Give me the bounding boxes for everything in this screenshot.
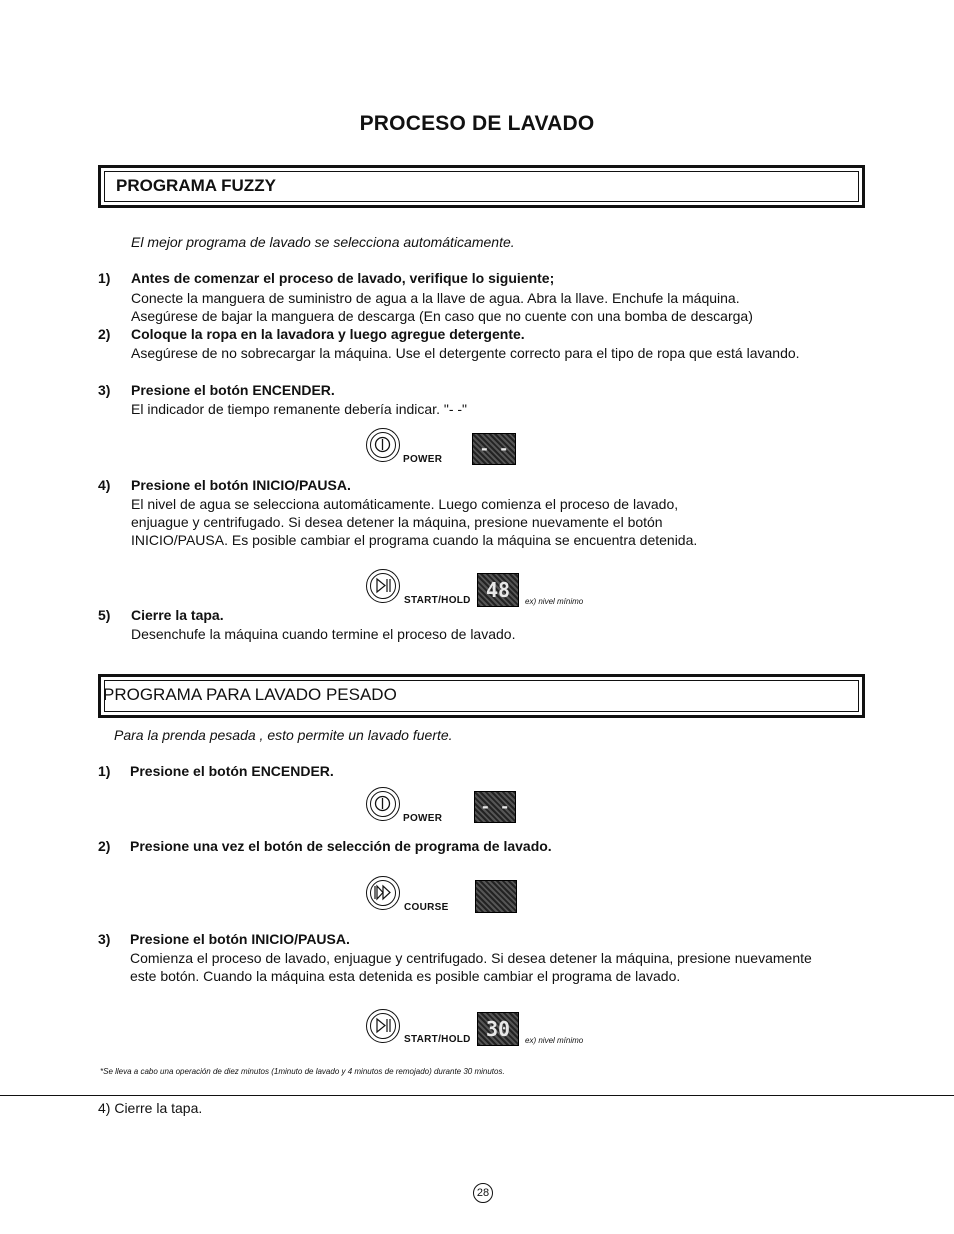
- start-hold-button[interactable]: [366, 569, 400, 603]
- fuzzy-step-1-line-2: Asegúrese de bajar la manguera de descarga (En caso que no cuente con una bomba de descarga): [131, 308, 753, 324]
- fuzzy-step-3-number: 3): [98, 382, 111, 398]
- heavy-step-4: 4) Cierre la tapa.: [98, 1100, 203, 1116]
- fuzzy-step-4-line-1: El nivel de agua se selecciona automáticamente. Luego comienza el proceso de lavado,: [131, 496, 679, 512]
- heavy-water-level-note: ex) nivel mínimo: [525, 1036, 584, 1045]
- water-level-note: ex) nivel mínimo: [525, 597, 584, 606]
- heavy-water-level-display: [477, 1012, 519, 1046]
- start-hold-button-label: START/HOLD: [404, 595, 471, 606]
- heavy-power-button[interactable]: [366, 787, 400, 821]
- heavy-step-1-number: 1): [98, 763, 111, 779]
- heavy-step-3-number: 3): [98, 931, 111, 947]
- heavy-step-3-line-2: este botón. Cuando la máquina esta detenida es posible cambiar el programa de lavado.: [130, 968, 681, 984]
- footnote: *Se lleva a cabo una operación de diez minutos (1minuto de lavado y 4 minutos de remojado) durante 30 minutos.: [100, 1067, 505, 1076]
- play-pause-icon: [367, 570, 398, 601]
- heavy-step-2-number: 2): [98, 838, 111, 854]
- fuzzy-step-4-line-3: INICIO/PAUSA. Es posible cambiar el programa cuando la máquina se encuentra detenida.: [131, 532, 698, 548]
- heavy-step-1-heading: Presione el botón ENCENDER.: [130, 763, 334, 779]
- water-level-display: [477, 573, 519, 607]
- fuzzy-intro: El mejor programa de lavado se selecciona automáticamente.: [131, 234, 515, 250]
- fuzzy-step-2-line-1: Asegúrese de no sobrecargar la máquina. Use el detergente correcto para el tipo de ropa que está lavando.: [131, 345, 800, 361]
- fast-forward-icon: [367, 877, 398, 908]
- course-button-label: COURSE: [404, 902, 449, 913]
- remaining-time-display: [472, 433, 516, 465]
- heavy-step-2-heading: Presione una vez el botón de selección de programa de lavado.: [130, 838, 552, 854]
- power-icon: [367, 429, 398, 460]
- fuzzy-step-4-number: 4): [98, 477, 111, 493]
- heavy-remaining-time-display-value: - -: [480, 797, 510, 816]
- course-button[interactable]: [366, 876, 400, 910]
- heavy-intro: Para la prenda pesada , esto permite un lavado fuerte.: [114, 727, 453, 743]
- fuzzy-step-2-number: 2): [98, 326, 111, 342]
- fuzzy-step-1-number: 1): [98, 270, 111, 286]
- fuzzy-heading: PROGRAMA FUZZY: [116, 176, 276, 195]
- fuzzy-step-4-heading: Presione el botón INICIO/PAUSA.: [131, 477, 351, 493]
- remaining-time-display-value: - -: [479, 439, 509, 458]
- heavy-step-3-heading: Presione el botón INICIO/PAUSA.: [130, 931, 350, 947]
- power-button-label: POWER: [403, 454, 443, 465]
- heavy-power-button-label: POWER: [403, 813, 443, 824]
- divider: [0, 1095, 954, 1096]
- fuzzy-step-3-heading: Presione el botón ENCENDER.: [131, 382, 335, 398]
- fuzzy-step-5-heading: Cierre la tapa.: [131, 607, 224, 623]
- heavy-heading: PROGRAMA PARA LAVADO PESADO: [103, 685, 397, 704]
- heavy-water-level-display-value: 30: [485, 1017, 511, 1041]
- fuzzy-step-3-line-1: El indicador de tiempo remanente debería indicar. "- -": [131, 401, 468, 417]
- heavy-start-hold-button[interactable]: [366, 1009, 400, 1043]
- page-title: PROCESO DE LAVADO: [359, 112, 595, 135]
- water-level-display-value: 48: [485, 578, 511, 602]
- fuzzy-step-5-line-1: Desenchufe la máquina cuando termine el proceso de lavado.: [131, 626, 516, 642]
- fuzzy-step-1-line-1: Conecte la manguera de suministro de agua a la llave de agua. Abra la llave. Enchufe la máquina.: [131, 290, 740, 306]
- heavy-remaining-time-display: [474, 791, 516, 823]
- course-display: [475, 880, 517, 913]
- fuzzy-step-2-heading: Coloque la ropa en la lavadora y luego agregue detergente.: [131, 326, 525, 342]
- heavy-start-hold-button-label: START/HOLD: [404, 1034, 471, 1045]
- fuzzy-step-5-number: 5): [98, 607, 111, 623]
- play-pause-icon: [367, 1010, 398, 1041]
- fuzzy-step-4-line-2: enjuague y centrifugado. Si desea detener la máquina, presione nuevamente el botón: [131, 514, 663, 530]
- power-icon: [367, 788, 398, 819]
- page-number: 28: [473, 1183, 493, 1203]
- fuzzy-step-1-heading: Antes de comenzar el proceso de lavado, verifique lo siguiente;: [131, 270, 555, 286]
- heavy-step-3-line-1: Comienza el proceso de lavado, enjuague y centrifugado. Si desea detener la máquina, presione nuevamente: [130, 950, 812, 966]
- power-button[interactable]: [366, 428, 400, 462]
